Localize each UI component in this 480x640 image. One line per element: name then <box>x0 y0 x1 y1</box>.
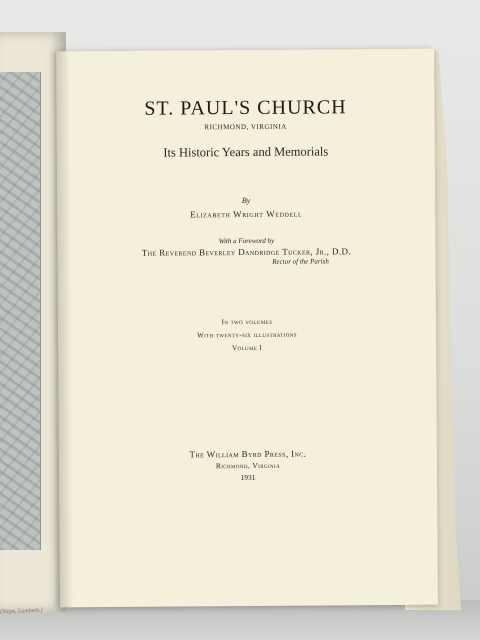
foreword-author-role: Rector of the Parish <box>272 257 329 266</box>
foreword-author: The Reverend Beverley Dandridge Tucker, Jr., D.D. <box>141 246 352 258</box>
volume-note: In two volumes <box>221 317 273 327</box>
book-title: ST. PAUL'S CHURCH <box>144 96 347 120</box>
gutter-shadow <box>56 51 74 607</box>
publisher-name: The William Byrd Press, Inc. <box>189 448 307 460</box>
plate-caption: [Steps, Lambeth.] <box>0 607 43 616</box>
publisher-location: Richmond, Virginia <box>215 460 281 471</box>
map-plate-image <box>0 72 41 550</box>
foreword-intro: With a Foreword by <box>218 236 275 246</box>
church-location: RICHMOND, VIRGINIA <box>204 122 287 132</box>
author-name: Elizabeth Wright Weddell <box>190 208 303 220</box>
illustrations-note: With twenty-six illustrations <box>197 330 298 340</box>
book-subtitle: Its Historic Years and Memorials <box>163 144 329 160</box>
volume-number: Volume I <box>232 343 263 353</box>
publication-year: 1931 <box>240 472 256 483</box>
by-line: By <box>241 195 251 206</box>
title-page <box>56 49 438 608</box>
